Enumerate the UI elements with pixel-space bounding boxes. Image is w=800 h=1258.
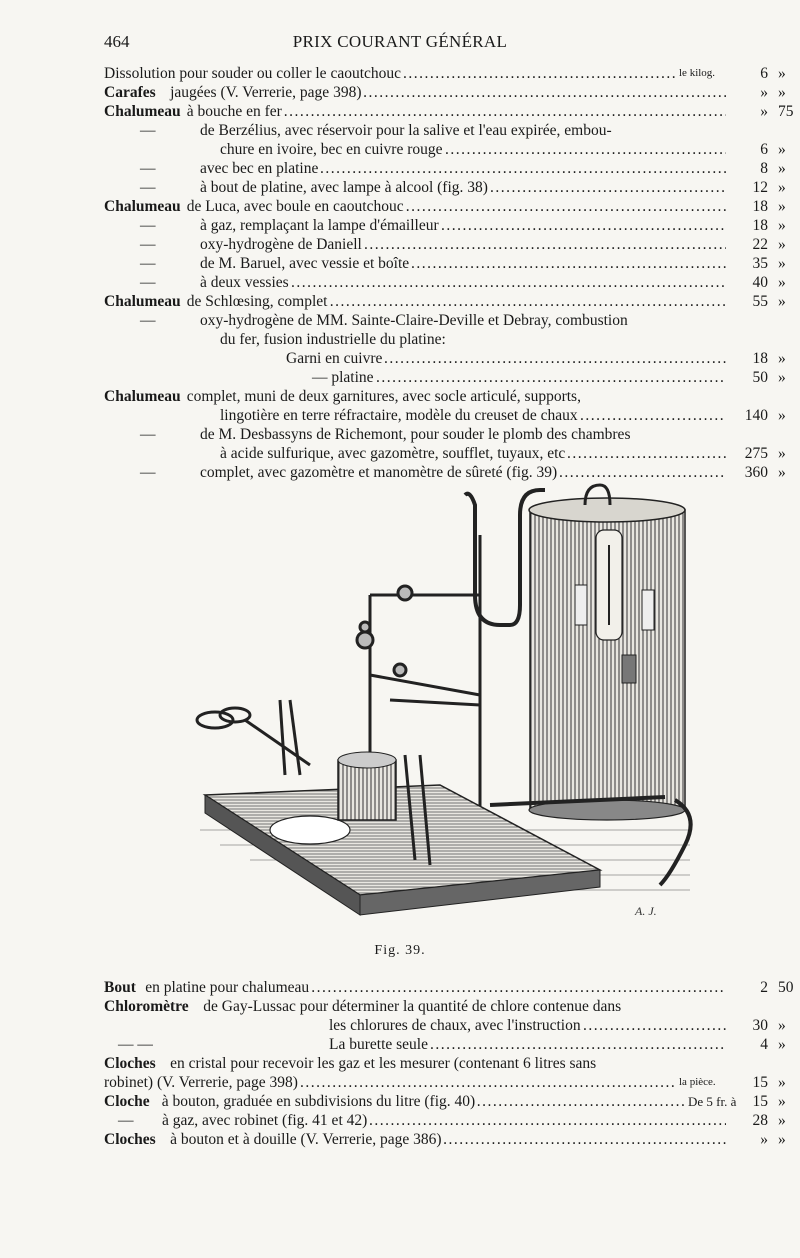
price-francs: » bbox=[760, 103, 768, 120]
dot-leader bbox=[376, 368, 726, 387]
dot-leader bbox=[441, 216, 726, 235]
price-centimes: » bbox=[778, 369, 786, 386]
price-unit: De 5 fr. à bbox=[688, 1094, 737, 1109]
entry-description: robinet) (V. Verrerie, page 398) bbox=[104, 1074, 298, 1091]
price-centimes: » bbox=[778, 407, 786, 424]
price-entry bbox=[104, 197, 794, 216]
price-francs: 55 bbox=[752, 293, 768, 310]
price-centimes: » bbox=[778, 1036, 786, 1053]
price-entry bbox=[104, 83, 794, 102]
ditto-dash: — bbox=[140, 274, 156, 291]
dot-leader bbox=[567, 444, 726, 463]
dot-leader bbox=[364, 235, 726, 254]
entry-description: du fer, fusion industrielle du platine: bbox=[220, 331, 446, 348]
entry-description: de Berzélius, avec réservoir pour la salive et l'eau expirée, embou- bbox=[200, 122, 612, 139]
price-francs: » bbox=[760, 84, 768, 101]
price-francs: 15 bbox=[752, 1074, 768, 1091]
price-centimes: » bbox=[778, 1017, 786, 1034]
entry-description: de Luca, avec boule en caoutchouc bbox=[186, 198, 404, 215]
figure-caption: Fig. 39. bbox=[374, 943, 426, 958]
entry-description: Dissolution pour souder ou coller le caoutchouc bbox=[104, 65, 402, 82]
ditto-dash: — bbox=[140, 217, 156, 234]
price-entry bbox=[104, 406, 794, 425]
price-list-bottom bbox=[104, 978, 794, 1149]
price-francs: » bbox=[760, 1131, 768, 1148]
price-entry bbox=[104, 102, 794, 121]
dot-leader bbox=[330, 292, 726, 311]
dot-leader bbox=[430, 1035, 726, 1054]
entry-description: jaugées (V. Verrerie, page 398) bbox=[170, 84, 362, 101]
price-entry bbox=[104, 273, 794, 292]
ditto-dash: — bbox=[140, 236, 156, 253]
price-francs: 15 bbox=[752, 1093, 768, 1110]
figure-39-illustration bbox=[190, 475, 700, 925]
entry-description: La burette seule bbox=[329, 1036, 428, 1053]
entry-heading: Chalumeau bbox=[104, 388, 181, 405]
price-francs: 4 bbox=[760, 1036, 768, 1053]
price-francs: 275 bbox=[744, 445, 768, 462]
price-entry bbox=[104, 1130, 794, 1149]
price-centimes: » bbox=[778, 445, 786, 462]
engraver-signature: A. J. bbox=[635, 904, 657, 918]
price-centimes: » bbox=[778, 464, 786, 481]
price-entry bbox=[104, 159, 794, 178]
price-entry bbox=[104, 311, 794, 330]
entry-description: en cristal pour recevoir les gaz et les mesurer (contenant 6 litres sans bbox=[170, 1055, 597, 1072]
price-centimes: » bbox=[778, 1112, 786, 1129]
entry-description: Garni en cuivre bbox=[286, 350, 383, 367]
dot-leader bbox=[445, 140, 726, 159]
price-francs: 12 bbox=[752, 179, 768, 196]
price-francs: 22 bbox=[752, 236, 768, 253]
entry-description: à bouton et à douille (V. Verrerie, page 386) bbox=[170, 1131, 442, 1148]
price-francs: 360 bbox=[744, 464, 768, 481]
price-entry bbox=[104, 235, 794, 254]
entry-heading: Cloche bbox=[104, 1093, 150, 1110]
price-francs: 18 bbox=[752, 198, 768, 215]
entry-description: de Gay-Lussac pour déterminer la quantité de chlore contenue dans bbox=[203, 998, 622, 1015]
entry-description: chure en ivoire, bec en cuivre rouge bbox=[220, 141, 443, 158]
price-francs: 18 bbox=[752, 217, 768, 234]
dot-leader bbox=[291, 273, 726, 292]
price-centimes: » bbox=[778, 1093, 786, 1110]
entry-heading: Chalumeau bbox=[104, 198, 181, 215]
entry-description: de M. Baruel, avec vessie et boîte bbox=[200, 255, 410, 272]
ditto-dash: — bbox=[140, 179, 156, 196]
running-title: PRIX COURANT GÉNÉRAL bbox=[292, 32, 508, 51]
price-centimes: » bbox=[778, 293, 786, 310]
entry-heading: Chloromètre bbox=[104, 998, 189, 1015]
entry-description: complet, avec gazomètre et manomètre de sûreté (fig. 39) bbox=[200, 464, 558, 481]
price-entry bbox=[104, 1035, 794, 1054]
price-entry bbox=[104, 140, 794, 159]
entry-description: oxy-hydrogène de Daniell bbox=[200, 236, 362, 253]
entry-description: à bouche en fer bbox=[186, 103, 282, 120]
entry-description: à gaz, remplaçant la lampe d'émailleur bbox=[200, 217, 439, 234]
dot-leader bbox=[580, 406, 726, 425]
entry-description: de M. Desbassyns de Richemont, pour souder le plomb des chambres bbox=[200, 426, 631, 443]
price-francs: 40 bbox=[752, 274, 768, 291]
price-entry bbox=[104, 349, 794, 368]
dot-leader bbox=[284, 102, 726, 121]
price-centimes: » bbox=[778, 179, 786, 196]
dot-leader bbox=[384, 349, 726, 368]
dot-leader bbox=[477, 1092, 684, 1111]
price-list-top bbox=[104, 64, 794, 482]
entry-description: à bouton, graduée en subdivisions du litre (fig. 40) bbox=[161, 1093, 476, 1110]
price-entry bbox=[104, 1111, 794, 1130]
entry-description: complet, muni de deux garnitures, avec socle articulé, supports, bbox=[186, 388, 581, 405]
dot-leader bbox=[300, 1073, 676, 1092]
gasometer bbox=[529, 485, 685, 820]
dot-leader bbox=[320, 159, 726, 178]
entry-description: à acide sulfurique, avec gazomètre, soufflet, tuyaux, etc bbox=[220, 445, 566, 462]
ditto-dash: — bbox=[140, 160, 156, 177]
dot-leader bbox=[311, 978, 726, 997]
price-francs: 140 bbox=[744, 407, 768, 424]
ditto-dash: — bbox=[118, 1112, 134, 1129]
entry-description: à deux vessies bbox=[200, 274, 289, 291]
dot-leader bbox=[406, 197, 726, 216]
entry-description: de Schlœsing, complet bbox=[186, 293, 328, 310]
price-entry bbox=[104, 368, 794, 387]
price-francs: 8 bbox=[760, 160, 768, 177]
price-centimes: » bbox=[778, 236, 786, 253]
ditto-dash: — bbox=[140, 426, 156, 443]
price-entry bbox=[104, 1016, 794, 1035]
price-francs: 35 bbox=[752, 255, 768, 272]
entry-description: — platine bbox=[312, 369, 374, 386]
price-centimes: » bbox=[778, 65, 786, 82]
price-entry bbox=[104, 978, 794, 997]
entry-description: lingotière en terre réfractaire, modèle du creuset de chaux bbox=[220, 407, 578, 424]
dot-leader bbox=[411, 254, 726, 273]
dot-leader bbox=[369, 1111, 726, 1130]
price-centimes: 50 bbox=[778, 979, 794, 996]
price-francs: 2 bbox=[760, 979, 768, 996]
price-entry bbox=[104, 444, 794, 463]
ditto-dash: — bbox=[140, 255, 156, 272]
entry-heading: Chalumeau bbox=[104, 293, 181, 310]
price-entry bbox=[104, 121, 794, 140]
entry-heading: Cloches bbox=[104, 1055, 156, 1072]
dot-leader bbox=[443, 1130, 726, 1149]
entry-heading: Chalumeau bbox=[104, 103, 181, 120]
price-entry bbox=[104, 387, 794, 406]
price-centimes: » bbox=[778, 350, 786, 367]
price-francs: 28 bbox=[752, 1112, 768, 1129]
price-centimes: » bbox=[778, 141, 786, 158]
price-unit: la pièce. bbox=[679, 1076, 716, 1088]
price-centimes: » bbox=[778, 274, 786, 291]
dot-leader bbox=[403, 64, 676, 83]
entry-description: à bout de platine, avec lampe à alcool (fig. 38) bbox=[200, 179, 488, 196]
price-entry bbox=[104, 330, 794, 349]
price-entry bbox=[104, 1054, 794, 1073]
ditto-dash: — — bbox=[118, 1036, 153, 1053]
entry-heading: Cloches bbox=[104, 1131, 156, 1148]
entry-description: les chlorures de chaux, avec l'instruction bbox=[329, 1017, 581, 1034]
entry-heading: Carafes bbox=[104, 84, 156, 101]
price-centimes: » bbox=[778, 255, 786, 272]
dot-leader bbox=[583, 1016, 726, 1035]
price-entry bbox=[104, 1073, 794, 1092]
price-centimes: » bbox=[778, 84, 786, 101]
price-francs: 50 bbox=[752, 369, 768, 386]
entry-description: oxy-hydrogène de MM. Sainte-Claire-Deville et Debray, combustion bbox=[200, 312, 628, 329]
price-centimes: » bbox=[778, 160, 786, 177]
dot-leader bbox=[490, 178, 726, 197]
price-entry bbox=[104, 254, 794, 273]
price-entry bbox=[104, 1092, 794, 1111]
page-number: 464 bbox=[104, 32, 130, 51]
entry-description: avec bec en platine bbox=[200, 160, 319, 177]
price-centimes: » bbox=[778, 1074, 786, 1091]
entry-description: en platine pour chalumeau bbox=[145, 979, 310, 996]
ditto-dash: — bbox=[140, 464, 156, 481]
price-francs: 18 bbox=[752, 350, 768, 367]
dot-leader bbox=[363, 83, 726, 102]
page-header bbox=[0, 32, 800, 56]
price-francs: 30 bbox=[752, 1017, 768, 1034]
price-unit: le kilog. bbox=[679, 67, 716, 79]
price-entry bbox=[104, 64, 794, 83]
price-entry bbox=[104, 178, 794, 197]
ditto-dash: — bbox=[140, 122, 156, 139]
price-entry bbox=[104, 997, 794, 1016]
entry-heading: Bout bbox=[104, 979, 136, 996]
price-centimes: 75 bbox=[778, 103, 794, 120]
ditto-dash: — bbox=[140, 312, 156, 329]
crucible bbox=[338, 752, 396, 820]
price-centimes: » bbox=[778, 198, 786, 215]
price-centimes: » bbox=[778, 1131, 786, 1148]
price-centimes: » bbox=[778, 217, 786, 234]
entry-description: à gaz, avec robinet (fig. 41 et 42) bbox=[162, 1112, 368, 1129]
price-francs: 6 bbox=[760, 141, 768, 158]
price-entry bbox=[104, 425, 794, 444]
price-entry bbox=[104, 292, 794, 311]
price-entry bbox=[104, 216, 794, 235]
price-francs: 6 bbox=[760, 65, 768, 82]
